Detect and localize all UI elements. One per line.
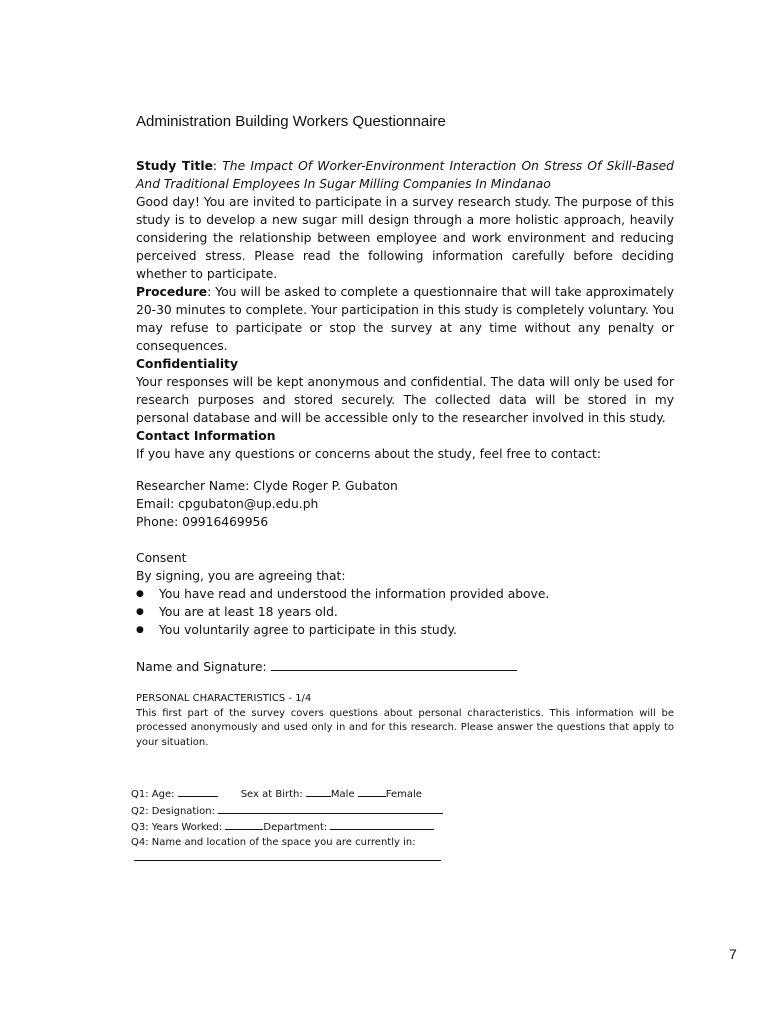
- designation-blank[interactable]: [218, 803, 443, 814]
- researcher-email: Email: cpgubaton@up.edu.ph: [136, 497, 319, 511]
- q3-years-label: Q3: Years Worked:: [131, 822, 223, 833]
- page-number: 7: [729, 946, 737, 962]
- consent-heading: Consent: [136, 551, 187, 565]
- procedure-label: Procedure: [136, 285, 208, 299]
- consent-lead: By signing, you are agreeing that:: [136, 569, 346, 583]
- contact-heading: Contact Information: [136, 429, 276, 443]
- contact-text: If you have any questions or concerns about the study, feel free to contact:: [136, 447, 601, 461]
- personal-title: PERSONAL CHARACTERISTICS - 1/4: [136, 693, 312, 704]
- personal-characteristics: [136, 692, 674, 750]
- signature-row: [136, 657, 674, 676]
- personal-intro: This first part of the survey covers questions about personal characteristics. This information will be processed anonymously and used only in and for this research. Please answer the questions that apply to your situation.: [136, 707, 674, 748]
- study-title-paragraph: Study Title: The Impact Of Worker-Environment Interaction On Stress Of Skill-Based And Traditional Employees In Sugar Milling Companies In Mindanao: [136, 159, 674, 191]
- procedure-text: You will be asked to complete a questionnaire that will take approximately 20-30 minutes to complete. Your participation in this study is completely voluntary. You may refuse to participate or stop the survey at any time without any penalty or consequences.: [136, 285, 674, 353]
- researcher-phone: Phone: 09916469956: [136, 515, 269, 529]
- question-1: [131, 786, 443, 803]
- question-4: Q4: Name and location of the space you are currently in:: [131, 836, 416, 848]
- male-blank[interactable]: [306, 786, 331, 797]
- consent-item: ● You voluntarily agree to participate in this study.: [136, 621, 674, 639]
- q1-sex-label: Sex at Birth:: [240, 789, 303, 800]
- researcher-contact: [136, 477, 674, 531]
- years-blank[interactable]: [225, 819, 263, 830]
- consent-section: [136, 549, 674, 676]
- age-blank[interactable]: [178, 786, 218, 797]
- location-answer-line[interactable]: [134, 860, 441, 861]
- confidentiality-heading: Confidentiality: [136, 357, 238, 371]
- question-3: [131, 819, 443, 836]
- procedure-paragraph: Procedure: You will be asked to complete a questionnaire that will take approximately 20-30 minutes to complete. Your participation in this study is completely voluntary. You may refuse to participate or stop the survey at any time without any penalty or consequences.: [136, 285, 674, 353]
- study-title-label: Study Title: [136, 159, 213, 173]
- consent-list: [136, 585, 674, 639]
- consent-item: ● You are at least 18 years old.: [136, 603, 674, 621]
- question-2: [131, 803, 443, 820]
- q1-female-label: Female: [385, 789, 422, 800]
- study-title-text: The Impact Of Worker-Environment Interaction On Stress Of Skill-Based And Traditional Employees In Sugar Milling Companies In Mindanao: [136, 159, 674, 191]
- consent-item: ● You have read and understood the information provided above.: [136, 585, 674, 603]
- q2-label: Q2: Designation:: [131, 805, 215, 817]
- intro-paragraph: Good day! You are invited to participate in a survey research study. The purpose of this study is to develop a new sugar mill design through a more holistic approach, heavily considering the relationship between employee and work environment and reducing perceived stress. Please read the following information carefully before deciding whether to participate.: [136, 195, 674, 281]
- department-blank[interactable]: [330, 819, 434, 830]
- researcher-name: Researcher Name: Clyde Roger P. Gubaton: [136, 479, 398, 493]
- q1-male-label: Male: [330, 789, 355, 800]
- questions-block: [131, 786, 443, 861]
- signature-label: Name and Signature:: [136, 660, 267, 674]
- information-section: [136, 157, 674, 463]
- page-title: Administration Building Workers Questionnaire: [136, 113, 446, 130]
- female-blank[interactable]: [358, 786, 386, 797]
- confidentiality-text: Your responses will be kept anonymous and confidential. The data will only be used for research purposes and stored securely. The collected data will be stored in my personal database and will be accessible only to the researcher involved in this study.: [136, 375, 674, 425]
- q3-department-label: Department:: [263, 822, 328, 833]
- signature-line[interactable]: [271, 657, 517, 671]
- q1-age-label: Q1: Age:: [131, 789, 175, 800]
